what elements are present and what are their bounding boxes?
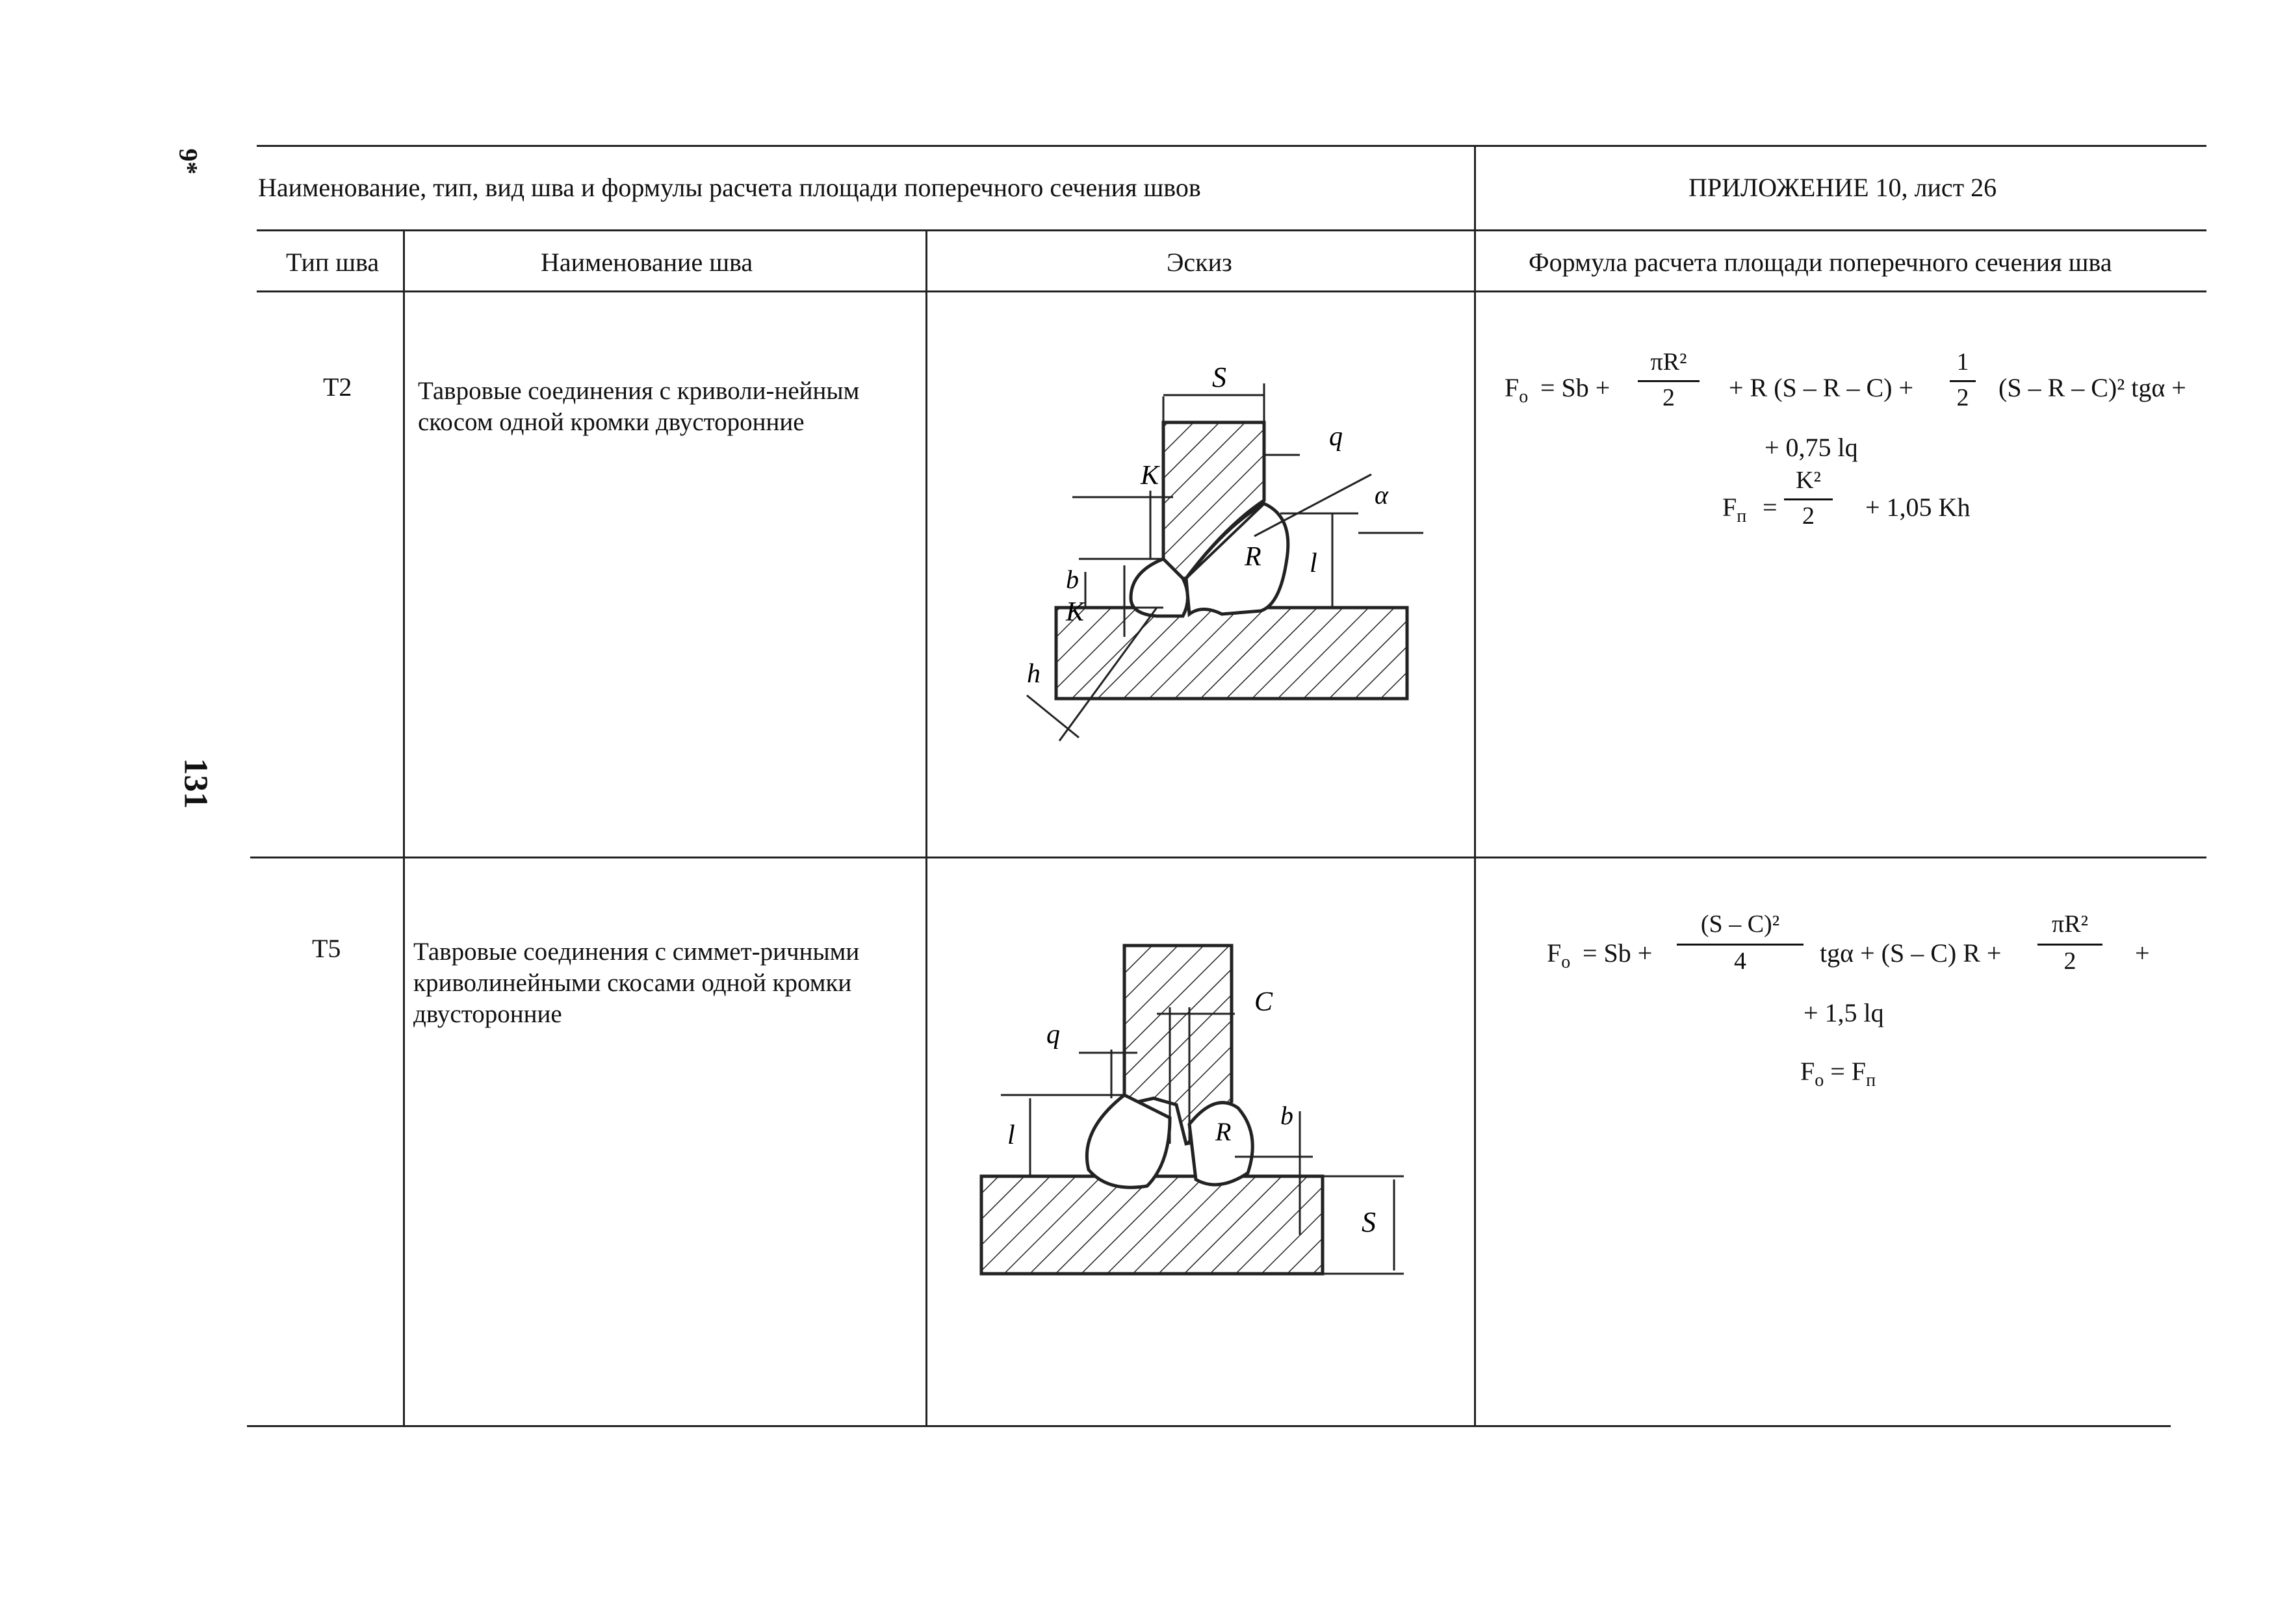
row1-f1-part2: + R (S – R – C) +	[1729, 373, 1914, 402]
label-S: S	[1212, 364, 1226, 393]
row2-f1-frac1-num: (S – C)²	[1700, 910, 1780, 938]
row2-f1-lhs: $F_о$	[1547, 938, 1571, 972]
row2-f1-cont: + 1,5 lq	[1804, 998, 1884, 1027]
row2-f1-part1: = Sb +	[1583, 938, 1653, 968]
column-header-rule	[257, 290, 2206, 292]
row1-f2-frac-bar	[1784, 498, 1833, 500]
label-L: l	[1310, 548, 1317, 578]
row1-f2-frac-den: 2	[1802, 502, 1815, 530]
side-mark: 9*	[174, 148, 203, 175]
sketch-t2	[968, 364, 1436, 767]
row1-f2-eq: =	[1763, 493, 1778, 522]
row2-name: Тавровые соединения с симмет-ричными криволинейными скосами одной кромки двусторонние	[413, 938, 860, 1028]
left-weld	[1087, 1095, 1170, 1187]
row1-name: Тавровые соединения с криволи-нейным скосом одной кромки двусторонние	[418, 377, 860, 436]
table-bottom-rule	[247, 1425, 2171, 1427]
header-rule	[257, 229, 2206, 231]
sketch-t5	[962, 929, 1443, 1319]
row2-f1-part2: tgα + (S – C) R +	[1820, 938, 2002, 968]
row1-f1-frac1-num: πR²	[1650, 348, 1687, 376]
row1-f1-part1: = Sb +	[1540, 373, 1610, 402]
label-R: R	[1215, 1117, 1232, 1146]
col-header-sketch: Эскиз	[1167, 248, 1232, 277]
row1-f1-lhs: $F_о$	[1505, 373, 1529, 407]
row1-f1-cont: + 0,75 lq	[1765, 433, 1858, 462]
row1-f2-rest: + 1,05 Kh	[1865, 493, 1971, 522]
label-S: S	[1362, 1206, 1376, 1238]
row2-f1-frac1-den: 4	[1734, 947, 1746, 975]
row1-type: Т2	[323, 372, 352, 402]
label-alpha: α	[1375, 480, 1388, 509]
row1-f1-frac1-den: 2	[1662, 384, 1675, 411]
row2-f1-frac2-den: 2	[2063, 947, 2076, 975]
row2-f1-frac1-bar	[1677, 944, 1804, 946]
col-divider-1	[403, 231, 405, 1426]
row1-f1-frac2-bar	[1950, 380, 1976, 382]
row2-f1-frac2-num: πR²	[2052, 910, 2088, 938]
col-header-formula: Формула расчета площади поперечного сечения шва	[1529, 248, 2112, 277]
label-q: q	[1046, 1020, 1060, 1050]
label-C: C	[1254, 987, 1273, 1017]
label-K: K	[1141, 461, 1159, 491]
row2-f1-part3: +	[2135, 938, 2150, 968]
table-top-rule	[257, 145, 2206, 147]
row1-f1-frac2-den: 2	[1956, 384, 1969, 411]
row2-f1-frac2-bar	[2037, 944, 2102, 946]
col-header-type: Тип шва	[286, 248, 380, 277]
row1-f1-frac2-num: 1	[1956, 348, 1969, 376]
page-number: 131	[177, 758, 214, 809]
label-h: h	[1027, 659, 1041, 689]
label-b: b	[1280, 1101, 1293, 1130]
base-plate	[981, 1176, 1323, 1274]
row-divider	[250, 857, 2206, 858]
row1-f1-part3: (S – R – C)² tgα +	[1998, 373, 2186, 402]
label-L: l	[1007, 1120, 1015, 1150]
row2-type: Т5	[312, 934, 341, 963]
row2-f2: $F_о = F_п$	[1800, 1057, 1876, 1090]
label-K2: K	[1066, 597, 1085, 627]
col-divider-2	[925, 231, 927, 1426]
row1-f1-frac1-bar	[1638, 380, 1700, 382]
col-divider-3	[1474, 145, 1476, 1426]
row1-f2-frac-num: K²	[1796, 467, 1821, 494]
label-R: R	[1245, 542, 1261, 572]
col-header-name: Наименование шва	[541, 248, 753, 277]
header-left-title: Наименование, тип, вид шва и формулы расчета площади поперечного сечения швов	[258, 173, 1201, 202]
label-b: b	[1066, 565, 1079, 594]
header-right-title: ПРИЛОЖЕНИЕ 10, лист 26	[1688, 173, 1997, 202]
label-q: q	[1329, 422, 1343, 452]
base-plate	[1056, 608, 1407, 699]
row1-f2-lhs: $F_п$	[1722, 493, 1747, 526]
